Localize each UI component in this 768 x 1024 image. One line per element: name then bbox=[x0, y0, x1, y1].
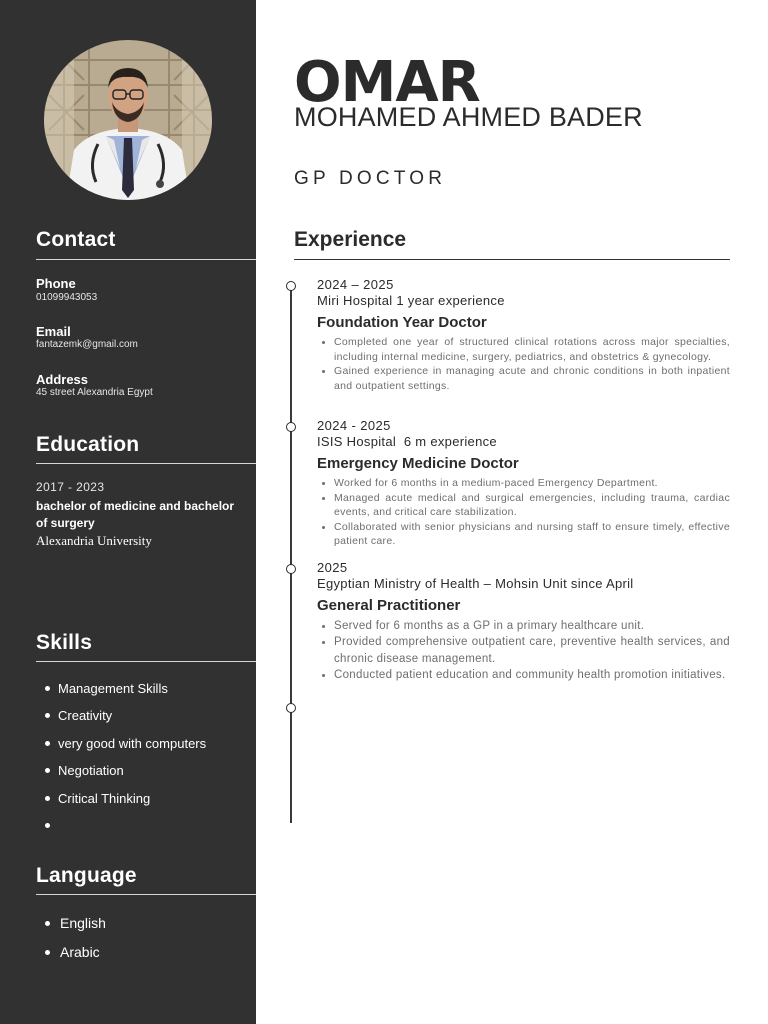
education-degree: bachelor of medicine and bachelor of surgery bbox=[36, 499, 235, 530]
experience-dates: 2024 - 2025 bbox=[317, 418, 391, 433]
last-name: MOHAMED AHMED BADER bbox=[294, 102, 643, 132]
timeline-dot bbox=[286, 703, 296, 713]
language-heading: Language bbox=[36, 864, 137, 887]
contact-heading: Contact bbox=[36, 228, 116, 251]
experience-bullet: Completed one year of structured clinical rotations across major specialties, including internal medicine, surgery, pediatrics, and obstetrics & gynecology. bbox=[317, 335, 730, 364]
phone-label: Phone bbox=[36, 276, 76, 291]
education-school: Alexandria University bbox=[36, 533, 152, 548]
experience-bullet: Collaborated with senior physicians and nursing staff to ensure timely, effective patient care. bbox=[317, 520, 730, 549]
language-item: Arabic bbox=[36, 938, 106, 967]
email-value: fantazemk@gmail.com bbox=[36, 339, 138, 350]
timeline-dot bbox=[286, 281, 296, 291]
education-heading: Education bbox=[36, 433, 140, 456]
experience-bullet: Managed acute medical and surgical emergencies, including trauma, cardiac events, and critical care stabilization. bbox=[317, 491, 730, 520]
skills-divider bbox=[36, 661, 256, 662]
experience-place: Miri Hospital 1 year experience bbox=[317, 293, 505, 308]
experience-item bbox=[317, 277, 730, 393]
experience-role: General Practitioner bbox=[317, 597, 461, 614]
experience-bullet: Worked for 6 months in a medium-paced Emergency Department. bbox=[317, 476, 730, 491]
experience-place: ISIS Hospital 6 m experience bbox=[317, 434, 497, 449]
language-list bbox=[36, 909, 106, 967]
skill-item: Critical Thinking bbox=[36, 785, 236, 812]
experience-heading: Experience bbox=[294, 228, 407, 251]
address-value: 45 street Alexandria Egypt bbox=[36, 387, 153, 398]
experience-item bbox=[317, 418, 730, 549]
language-item: English bbox=[36, 909, 106, 938]
job-title: GP DOCTOR bbox=[294, 168, 447, 189]
experience-bullets bbox=[317, 476, 730, 549]
contact-divider bbox=[36, 259, 256, 260]
timeline-dot bbox=[286, 422, 296, 432]
skills-list bbox=[36, 675, 236, 839]
experience-divider bbox=[294, 259, 730, 260]
skill-item: very good with computers bbox=[36, 730, 236, 757]
experience-role: Emergency Medicine Doctor bbox=[317, 455, 519, 472]
experience-item bbox=[317, 560, 730, 684]
email-label: Email bbox=[36, 324, 71, 339]
timeline-line bbox=[290, 285, 292, 823]
education-years: 2017 - 2023 bbox=[36, 480, 105, 494]
timeline-dot bbox=[286, 564, 296, 574]
phone-value: 01099943053 bbox=[36, 292, 98, 303]
experience-bullets bbox=[317, 335, 730, 393]
skills-heading: Skills bbox=[36, 631, 93, 654]
language-divider bbox=[36, 894, 256, 895]
skill-item: Creativity bbox=[36, 702, 236, 729]
experience-bullet: Served for 6 months as a GP in a primary healthcare unit. bbox=[317, 618, 730, 634]
profile-photo bbox=[44, 40, 212, 200]
sidebar bbox=[0, 0, 256, 1024]
experience-dates: 2025 bbox=[317, 560, 348, 575]
education-divider bbox=[36, 463, 256, 464]
experience-place: Egyptian Ministry of Health – Mohsin Unit since April bbox=[317, 576, 634, 591]
experience-bullet: Provided comprehensive outpatient care, preventive health services, and chronic disease management. bbox=[317, 634, 730, 667]
experience-bullet: Gained experience in managing acute and chronic conditions in both inpatient and outpatient settings. bbox=[317, 364, 730, 393]
first-name: OMAR bbox=[294, 50, 480, 115]
experience-bullet: Conducted patient education and community health promotion initiatives. bbox=[317, 667, 730, 683]
experience-bullets bbox=[317, 618, 730, 684]
skill-item-empty bbox=[36, 812, 236, 839]
experience-dates: 2024 – 2025 bbox=[317, 277, 394, 292]
skill-item: Management Skills bbox=[36, 675, 236, 702]
address-label: Address bbox=[36, 372, 89, 387]
skill-item: Negotiation bbox=[36, 757, 236, 784]
experience-role: Foundation Year Doctor bbox=[317, 314, 487, 331]
